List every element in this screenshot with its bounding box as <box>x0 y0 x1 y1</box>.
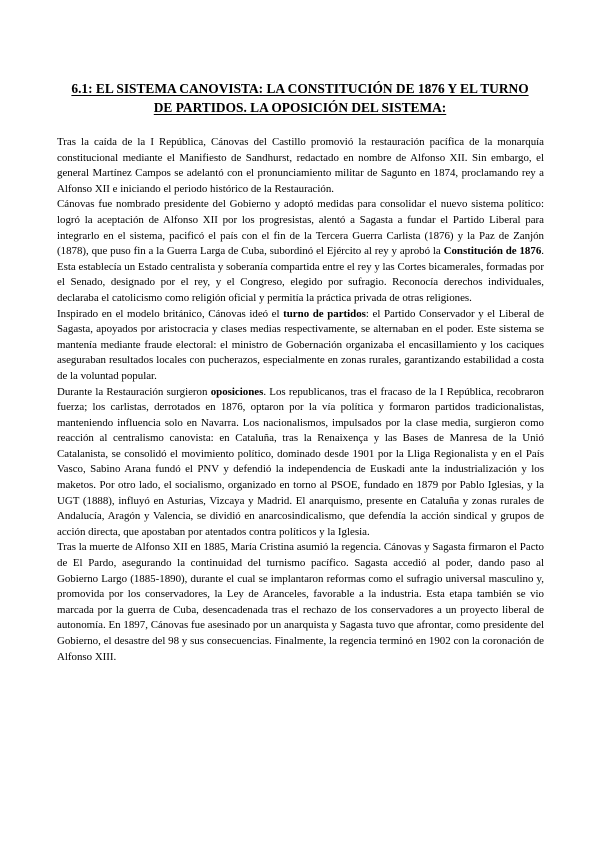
paragraph-text: Durante la Restauración surgieron <box>57 385 211 398</box>
paragraph-text: : el Partido Conservador y el Liberal de Sagasta, apoyados por aristocracia y clases medias respectivamente, se alternaban en el poder. Este sistema se mantenía mediante fraude electoral: el ministro de Gobernación organizaba el encasillamiento y los caciques aseguraban resultados locales con pucherazos, especialmente en zonas rurales, garantizando estabilidad a costa de la voluntad popular. <box>57 307 544 382</box>
bold-term-constitucion: Constitución de 1876 <box>443 245 542 258</box>
paragraph-regencia <box>57 540 544 665</box>
document-body <box>57 135 544 665</box>
paragraph-oposiciones <box>57 385 544 541</box>
paragraph-text: Tras la muerte de Alfonso XII en 1885, María Cristina asumió la regencia. Cánovas y Sagasta firmaron el Pacto de El Pardo, asegurando la continuidad del turnismo pacífico. Sagasta accedió al poder, dando paso al Gobierno Largo (1885-1890), durante el cual se implantaron reformas como el sufragio universal masculino y, promovida por los conservadores, la Ley de Aranceles, favorable a la industria. Esta etapa también se vio marcada por la guerra de Cuba, desencadenada tras el rechazo de los conservadores a un proyecto liberal de autonomía. En 1897, Cánovas fue asesinado por un anarquista y Sagasta tuvo que afrontar, como presidente del Gobierno, el desastre del 98 y sus consecuencias. Finalmente, la regencia terminó en 1902 con la coronación de Alfonso XIII. <box>57 541 544 663</box>
paragraph-text: Tras la caída de la I República, Cánovas del Castillo promovió la restauración pacífica de la monarquía constitucional mediante el Manifiesto de Sandhurst, redactado en nombre de Alfonso XII. Sin embargo, el general Martínez Campos se adelantó con el pronunciamiento militar de Sagunto en 1874, proclamando rey a Alfonso XII e iniciando el periodo histórico de la Restauración. <box>57 136 544 195</box>
paragraph-text: . Los republicanos, tras el fracaso de la I República, recobraron fuerza; los carlistas, derrotados en 1876, optaron por la vía política y formaron partidos tradicionalistas, manteniendo influencia solo en Navarra. Los nacionalismos, impulsados por la clase media, surgieron como reacción al centralismo canovista: en Cataluña, tras la Renaixença y las Bases de Manresa de la Unió Catalanista, se consolidó el movimiento político, dominado desde 1901 por la Lliga Regionalista y en el País Vasco, Sabino Arana fundó el PNV y defendió la independencia de Euskadi ante la industrialización y los maketos. Por otro lado, el socialismo, organizado en torno al PSOE, fundado en 1879 por Pablo Iglesias, y la UGT (1888), influyó en Asturias, Vizcaya y Madrid. El anarquismo, presente en Cataluña y zonas rurales de Andalucía, Aragón y Valencia, se dividió en anarcosindicalismo, que defendía la acción sindical y grupos de acción directa, que apostaban por atentados contra políticos y la Iglesia. <box>57 385 544 538</box>
paragraph-text: . Esta establecía un Estado centralista y soberanía compartida entre el rey y las Cortes bicamerales, formadas por el Senado, designado por el rey, y el Congreso, elegido por sufragio. Reconocía derechos individuales, declaraba el catolicismo como religión oficial y permitía la práctica privada de otras religiones. <box>57 245 544 304</box>
bold-term-turno: turno de partidos <box>283 307 366 320</box>
paragraph-restauracion <box>57 135 544 197</box>
page-title: 6.1: EL SISTEMA CANOVISTA: LA CONSTITUCIÓN DE 1876 Y EL TURNO DE PARTIDOS. LA OPOSICIÓN DEL SISTEMA: <box>71 81 529 115</box>
paragraph-constitucion <box>57 197 544 306</box>
paragraph-text: Inspirado en el modelo británico, Cánovas ideó el <box>57 307 284 320</box>
paragraph-turno <box>57 307 544 385</box>
bold-term-oposiciones: oposiciones <box>210 385 264 398</box>
paragraph-text: Cánovas fue nombrado presidente del Gobierno y adoptó medidas para consolidar el nuevo sistema político: logró la aceptación de Alfonso XII por los progresistas, alentó a Sagasta a fundar el Partido Liberal para integrarlo en el sistema, pacificó el país con el fin de la Tercera Guerra Carlista (1876) y la Paz de Zanjón (1878), que puso fin a la Guerra Larga de Cuba, subordinó el Ejército al rey y aprobó la <box>57 198 544 258</box>
